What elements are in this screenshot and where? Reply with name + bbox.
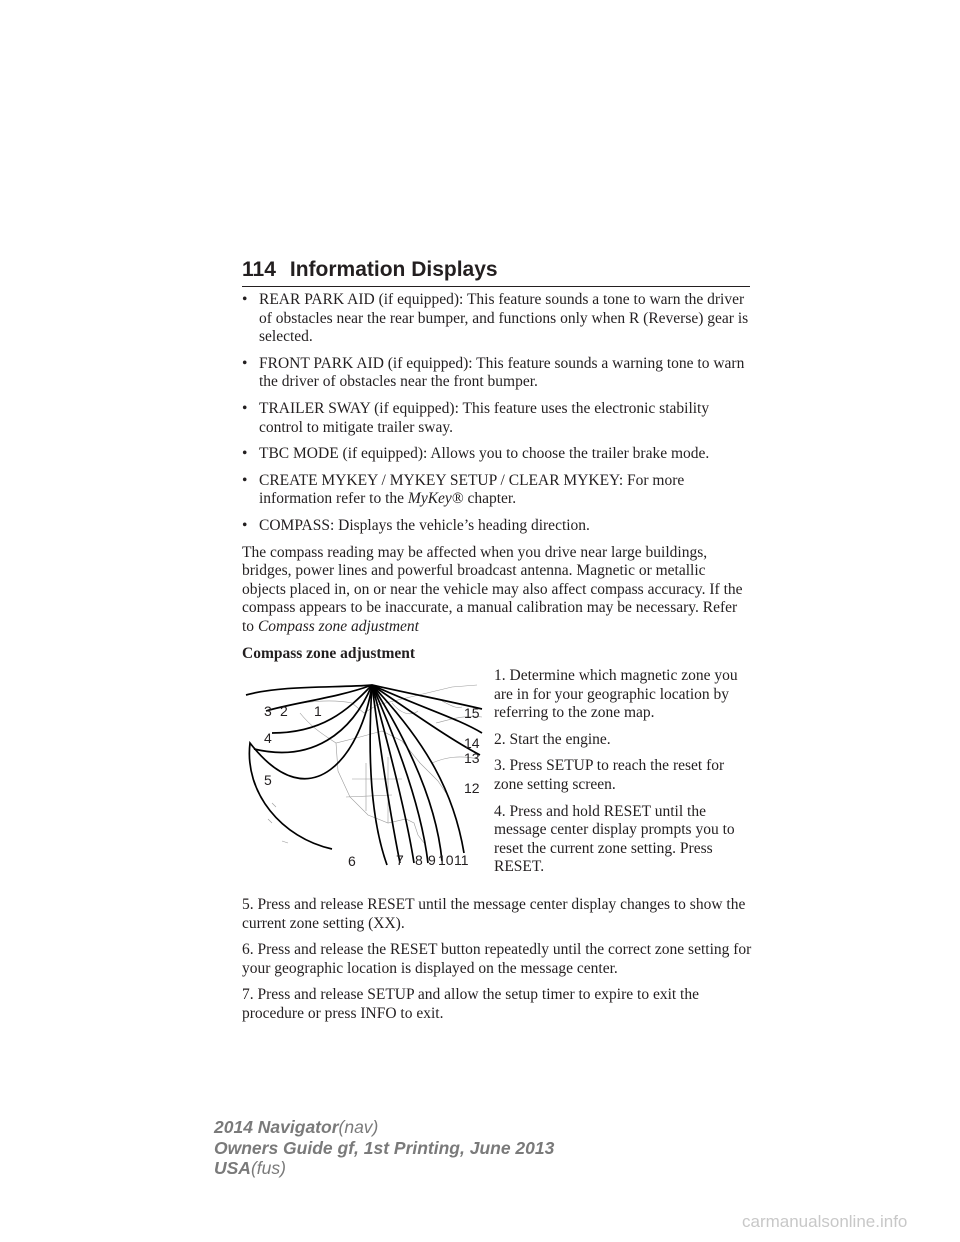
footer-guide-line: Owners Guide gf, 1st Printing, June 2013 [214,1137,555,1158]
compass-zone-map [242,673,488,883]
steps-beside-map [494,667,756,885]
chapter-title: Information Displays [289,258,498,281]
footer-model: 2014 Navigator [214,1117,339,1137]
page-header [242,256,750,287]
bullet-compass: • COMPASS: Displays the vehicle’s heading direction. [242,516,590,534]
zone-label-13: 13 [464,750,480,767]
bullet-trailer-sway: • TRAILER SWAY (if equipped): This feature uses the electronic stability control to mitigate trailer sway. [242,399,710,436]
zone-label-14: 14 [464,735,480,752]
zone-label-7: 7 [396,852,404,869]
bullet-tbc-mode: • TBC MODE (if equipped): Allows you to choose the trailer brake mode. [242,445,710,463]
bullet-icon: • [242,399,248,417]
step-1: 1. Determine which magnetic zone you are in for your geographic location by referring to the zone map. [494,667,738,722]
footer-model-code: (nav) [338,1117,379,1137]
zone-label-6: 6 [348,853,356,870]
zone-label-11: 11 [454,852,469,869]
zone-label-10: 10 [438,852,454,869]
step-4: 4. Press and hold RESET until the message center display prompts you to reset the current zone setting. Press RESET. [494,802,735,876]
watermark-text: carmanualsonline.info [742,1212,908,1231]
section-heading: Compass zone adjustment [242,644,416,662]
zone-label-9: 9 [428,852,436,869]
bullet-icon: • [242,445,248,463]
bullet-front-park-aid: • FRONT PARK AID (if equipped): This feature sounds a warning tone to warn the driver of obstacles near the front bumper. [242,354,745,391]
zone-label-3: 3 [264,703,272,720]
zone-label-1: 1 [314,703,322,720]
bullet-rear-park-aid: • REAR PARK AID (if equipped): This feature sounds a tone to warn the driver of obstacles near the rear bumper, and functions only when R (Reverse) gear is selected. [242,291,749,346]
zone-label-12: 12 [464,780,480,797]
compass-zone-reference: Compass zone adjustment [257,617,419,635]
bullet-icon: • [242,516,248,534]
zone-label-4: 4 [264,730,272,747]
bullet-mykey: • CREATE MYKEY / MYKEY SETUP / CLEAR MYKEY: For more information refer to the MyKey® chapter. [242,471,685,508]
step-3: 3. Press SETUP to reach the reset for zone setting screen. [494,757,725,794]
document-footer [214,1117,554,1179]
bullet-icon: • [242,471,248,489]
bullet-icon: • [242,291,248,308]
zone-map-and-steps [242,667,752,893]
footer-market: USA [214,1158,251,1178]
compass-accuracy-paragraph: The compass reading may be affected when you drive near large buildings, bridges, power lines and powerful broadcast antenna. Magnetic or metallic objects placed in, on or near the vehicle may also affect compass accuracy. If the compass appears to be inaccurate, a manual calibration may be necessary. Refer to Compass zone adjustment [242,543,743,635]
step-7: 7. Press and release SETUP and allow the setup timer to expire to exit the procedure or press INFO to exit. [242,986,699,1023]
page-content [242,291,752,1032]
step-2: 2. Start the engine. [494,730,611,748]
page-number: 114 [242,258,276,281]
zone-label-2: 2 [280,703,288,720]
zone-label-5: 5 [264,772,272,789]
zone-label-15: 15 [464,705,480,722]
step-6: 6. Press and release the RESET button repeatedly until the correct zone setting for your geographic location is displayed on the message center. [242,941,752,977]
mykey-chapter-reference: MyKey® [407,490,464,508]
zone-label-8: 8 [415,852,423,869]
bullet-icon: • [242,354,248,372]
step-5: 5. Press and release RESET until the message center display changes to show the current zone setting (XX). [242,896,746,932]
footer-market-code: (fus) [250,1158,286,1178]
